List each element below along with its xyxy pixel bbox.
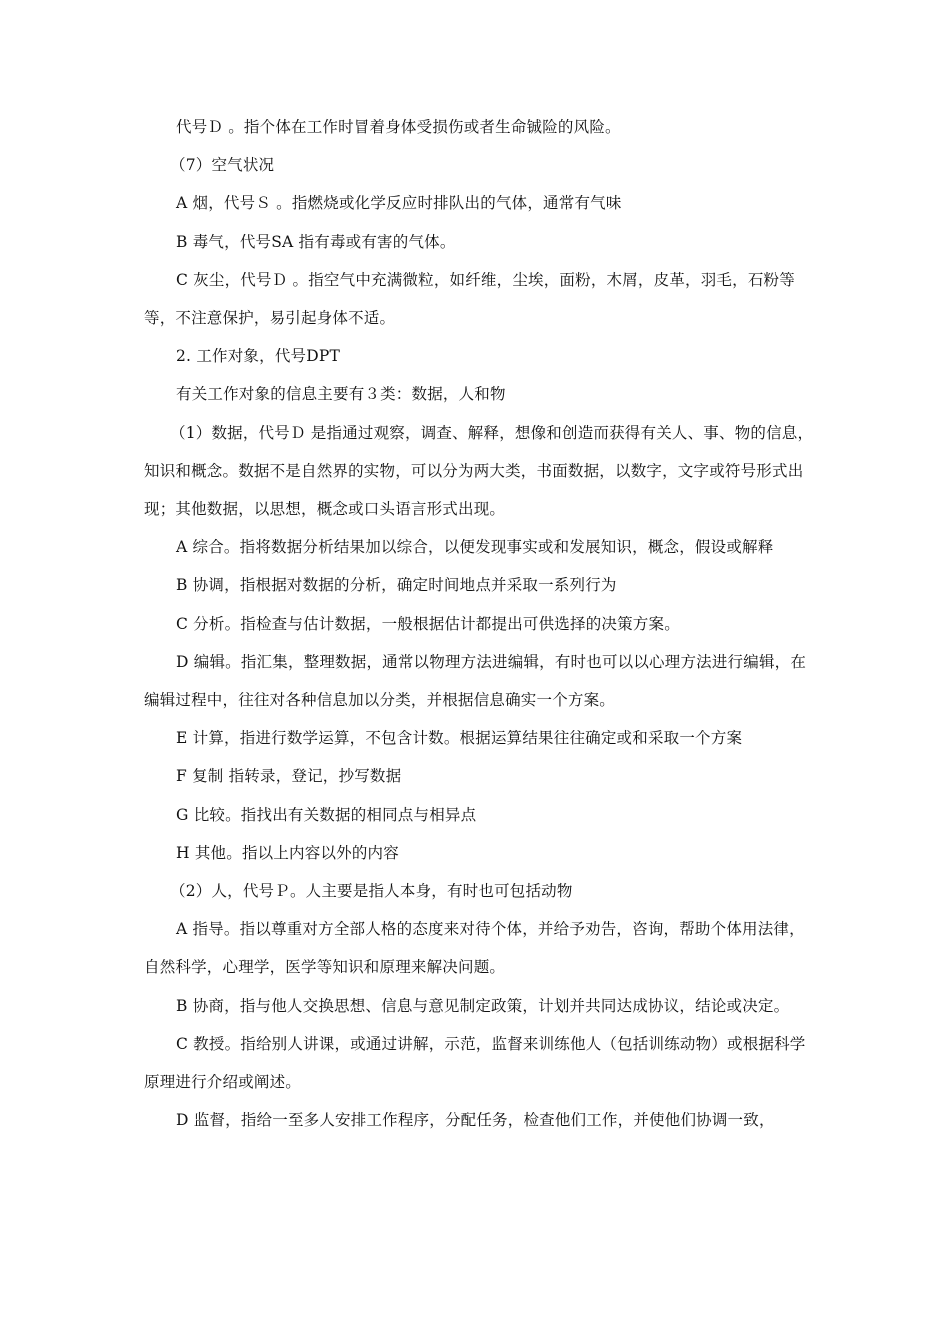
paragraph-data-definition: （1）数据，代号Ｄ 是指通过观察，调查、解释，想像和创造而获得有关人、事、物的信息，知识和概念。数据不是自然界的实物，可以分为两大类，书面数据，以数字，文字或符号形式出现；其他数据，以思想，概念或口头语言形式出现。	[144, 423, 814, 519]
paragraph-dust: C 灰尘，代号Ｄ 。指空气中充满微粒，如纤维，尘埃，面粉，木屑，皮革，羽毛，石粉等等，不注意保护，易引起身体不适。	[144, 270, 795, 328]
paragraph-coordinate: B 协调，指根据对数据的分析，确定时间地点并采取一系列行为	[176, 576, 617, 595]
heading-air-condition: （7）空气状况	[170, 156, 275, 175]
heading-work-object: 2. 工作对象，代号DPT	[176, 347, 341, 366]
paragraph-teach: C 教授。指给别人讲课，或通过讲解，示范，监督来训练他人（包括训练动物）或根据科学原理进行介绍或阐述。	[144, 1034, 806, 1092]
paragraph-edit: D 编辑。指汇集，整理数据，通常以物理方法进编辑，有时也可以以心理方法进行编辑，在编辑过程中，往往对各种信息加以分类，并根据信息确实一个方案。	[144, 652, 807, 710]
paragraph-guide: A 指导。指以尊重对方全部人格的态度来对待个体，并给予劝告，咨询，帮助个体用法律，自然科学，心理学，医学等知识和原理来解决问题。	[144, 920, 805, 977]
paragraph-person-definition: （2）人，代号Ｐ。人主要是指人本身，有时也可包括动物	[170, 882, 573, 901]
paragraph-work-object-types: 有关工作对象的信息主要有３类：数据，人和物	[176, 385, 506, 404]
paragraph-toxic-gas: B 毒气，代号SA 指有毒或有害的气体。	[176, 232, 456, 251]
paragraph-other: H 其他。指以上内容以外的内容	[176, 843, 399, 862]
paragraph-risk-definition: 代号Ｄ 。指个体在工作时冒着身体受损伤或者生命铖险的风险。	[176, 118, 621, 136]
paragraph-analyze: C 分析。指检查与估计数据，一般根据估计都提出可供选择的决策方案。	[176, 614, 680, 633]
paragraph-smoke: A 烟，代号Ｓ 。指燃烧或化学反应时排队出的气体，通常有气味	[176, 194, 622, 213]
paragraph-compare: G 比较。指找出有关数据的相同点与相异点	[176, 805, 477, 824]
paragraph-synthesis: A 综合。指将数据分析结果加以综合，以便发现事实或和发展知识，概念，假设或解释	[176, 538, 774, 557]
paragraph-negotiate: B 协商，指与他人交换思想、信息与意见制定政策，计划并共同达成协议，结论或决定。	[176, 996, 790, 1015]
document-body	[144, 108, 814, 1139]
paragraph-compute: E 计算，指进行数学运算，不包含计数。根据运算结果往往确定或和采取一个方案	[176, 729, 743, 748]
paragraph-supervise: D 监督，指给一至多人安排工作程序，分配任务，检查他们工作，并使他们协调一致，	[176, 1111, 775, 1130]
paragraph-copy: F 复制 指转录，登记，抄写数据	[176, 767, 402, 786]
